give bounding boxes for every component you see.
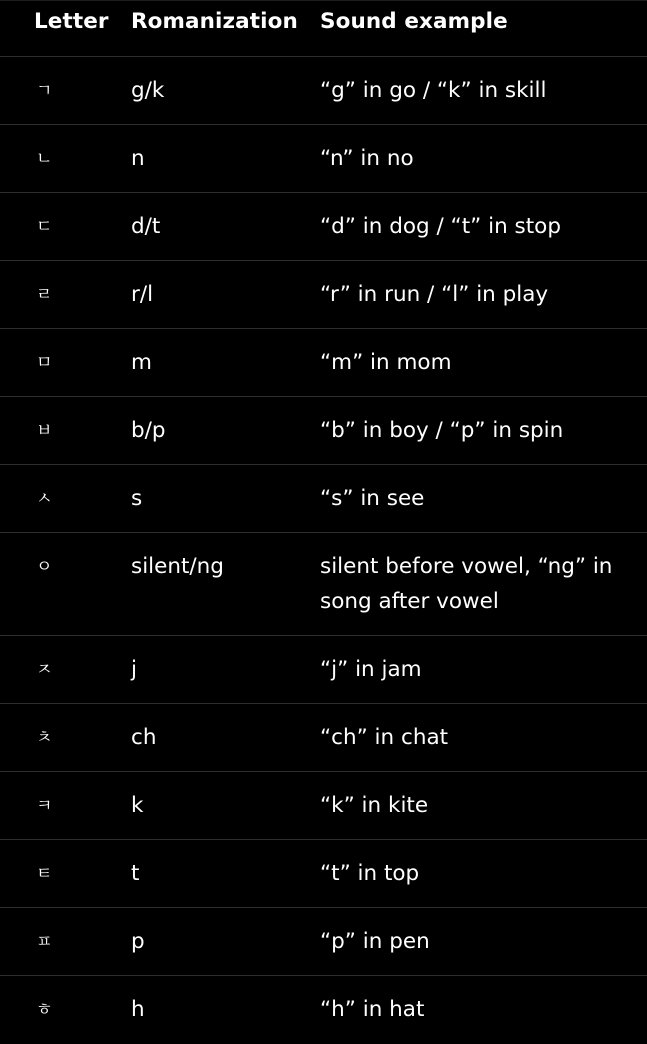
romanization-cell: ch xyxy=(131,725,157,750)
table-row xyxy=(0,193,647,261)
table-row xyxy=(0,329,647,397)
letter-cell: ㅁ xyxy=(36,353,53,373)
sound-cell: “ch” in chat xyxy=(320,725,449,750)
romanization-cell: r/l xyxy=(131,282,154,307)
romanization-cell: g/k xyxy=(131,78,165,103)
letter-cell: ㅌ xyxy=(36,864,53,884)
romanization-cell: n xyxy=(131,146,145,171)
letter-cell: ㄷ xyxy=(36,217,53,237)
letter-cell: ㅊ xyxy=(36,728,53,748)
table-row xyxy=(0,704,647,772)
table-row xyxy=(0,636,647,704)
romanization-cell: t xyxy=(131,861,140,886)
romanization-cell: silent/ng xyxy=(131,554,224,579)
sound-cell: “r” in run / “l” in play xyxy=(320,282,549,307)
top-divider xyxy=(0,0,647,1)
romanization-cell: p xyxy=(131,929,145,954)
table-row xyxy=(0,976,647,1044)
sound-cell: “k” in kite xyxy=(320,793,429,818)
table-row xyxy=(0,397,647,465)
sound-cell: “j” in jam xyxy=(320,657,422,682)
letter-cell: ㅅ xyxy=(36,489,53,509)
letter-cell: ㅍ xyxy=(36,932,53,952)
header-sound-example: Sound example xyxy=(320,9,508,34)
letter-cell: ㅎ xyxy=(36,1000,53,1020)
letter-cell: ㅂ xyxy=(36,421,53,441)
sound-cell: “b” in boy / “p” in spin xyxy=(320,418,564,443)
table-row xyxy=(0,261,647,329)
letter-cell: ㄹ xyxy=(36,285,53,305)
sound-cell: “g” in go / “k” in skill xyxy=(320,78,547,103)
table-row xyxy=(0,840,647,908)
table-row xyxy=(0,533,647,636)
table-row xyxy=(0,908,647,976)
romanization-cell: k xyxy=(131,793,144,818)
romanization-cell: j xyxy=(131,657,137,682)
table-row xyxy=(0,125,647,193)
sound-cell: “p” in pen xyxy=(320,929,430,954)
romanization-cell: b/p xyxy=(131,418,166,443)
letter-cell: ㅋ xyxy=(36,796,53,816)
sound-cell: “h” in hat xyxy=(320,997,425,1022)
romanization-cell: m xyxy=(131,350,152,375)
letter-cell: ㅈ xyxy=(36,660,53,680)
sound-cell: “m” in mom xyxy=(320,350,452,375)
romanization-cell: h xyxy=(131,997,145,1022)
sound-cell: “n” in no xyxy=(320,146,414,171)
romanization-cell: s xyxy=(131,486,143,511)
sound-cell: “d” in dog / “t” in stop xyxy=(320,214,561,239)
table-header xyxy=(0,0,647,57)
romanization-cell: d/t xyxy=(131,214,161,239)
letter-cell: ㄱ xyxy=(36,81,53,101)
letter-cell: ㅇ xyxy=(36,557,53,577)
table-row xyxy=(0,57,647,125)
sound-cell: silent before vowel, “ng” in song after vowel xyxy=(320,554,613,614)
sound-cell: “s” in see xyxy=(320,486,425,511)
table-row xyxy=(0,465,647,533)
table-row xyxy=(0,772,647,840)
header-letter: Letter xyxy=(34,9,109,34)
letter-cell: ㄴ xyxy=(36,149,53,169)
header-romanization: Romanization xyxy=(131,9,298,34)
sound-cell: “t” in top xyxy=(320,861,420,886)
